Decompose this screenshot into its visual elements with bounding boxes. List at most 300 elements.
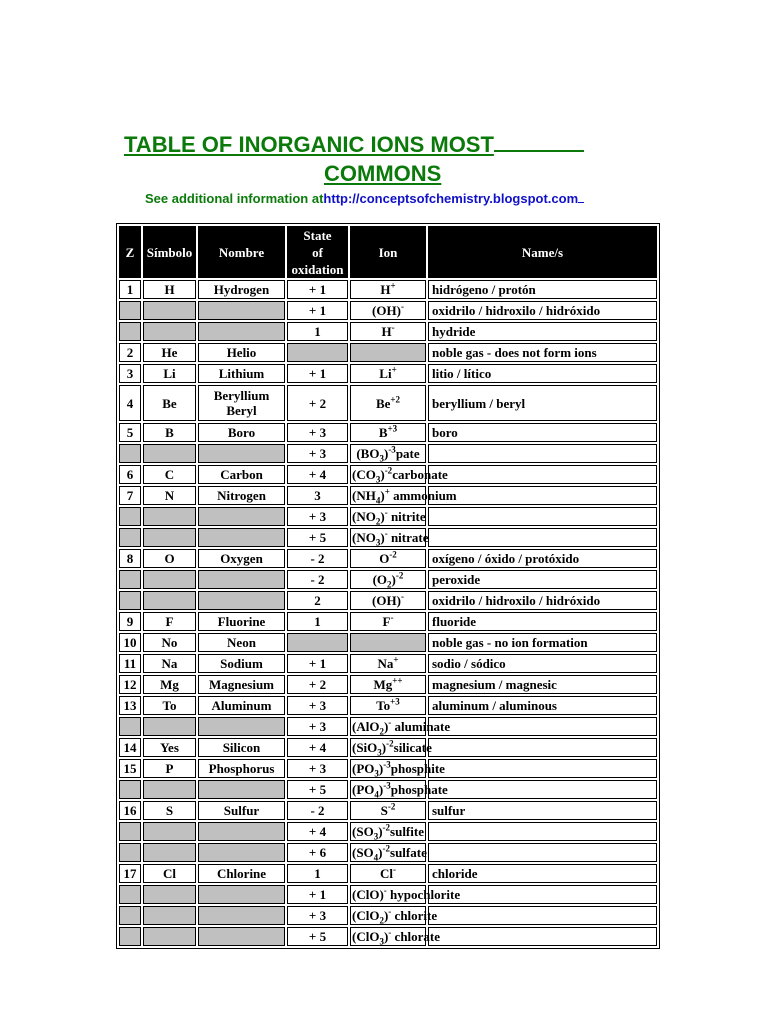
blog-link[interactable]: http://conceptsofchemistry.blogspot.com (323, 191, 579, 206)
cell-name: Fluorine (198, 612, 285, 631)
ion-part: ++ (392, 675, 403, 686)
cell-ion (350, 528, 429, 548)
cell-z: 3 (119, 364, 141, 383)
header-ion: Ion (350, 226, 426, 278)
ion-part: - (384, 507, 388, 518)
cell-oxidation: 3 (287, 486, 348, 505)
table-row (119, 528, 657, 547)
ion-part: (ClO (352, 929, 380, 944)
cell-ion (350, 885, 461, 904)
cell-z (119, 444, 141, 463)
cell-symbol: P (143, 759, 196, 778)
ion-part: (CO (352, 467, 376, 482)
ion-part: phosphite (390, 761, 445, 776)
cell-symbol: F (143, 612, 196, 631)
cell-oxidation: + 3 (287, 717, 348, 736)
cell-symbol (143, 906, 196, 925)
ion-part: (PO (352, 782, 375, 797)
ion-part: ) (391, 572, 396, 587)
table-row (119, 364, 657, 383)
cell-z (119, 591, 141, 610)
ion-part: sulfate (390, 845, 427, 860)
ion-part: (OH) (372, 303, 401, 318)
cell-ion (350, 507, 426, 526)
cell-ion (350, 322, 426, 341)
ion-part: ) (383, 446, 389, 461)
ion-part: (SO (352, 824, 374, 839)
ion-part: - (393, 864, 396, 875)
cell-oxidation: + 2 (287, 385, 348, 421)
cell-names: aluminum / aluminous (428, 696, 657, 715)
cell-ion (350, 364, 426, 383)
ion-part: Cl (380, 866, 393, 881)
cell-oxidation: 1 (287, 322, 348, 341)
cell-symbol: O (143, 549, 196, 568)
cell-symbol: Yes (143, 738, 196, 757)
cell-names (428, 486, 657, 505)
cell-z (119, 843, 141, 862)
title-line-1 (124, 130, 654, 159)
cell-names (428, 843, 657, 862)
ion-part: ) (378, 761, 384, 776)
cell-oxidation: + 3 (287, 444, 348, 463)
ion-part: 3 (375, 537, 381, 548)
ion-part: 4 (374, 789, 379, 800)
ion-part: 4 (375, 495, 381, 506)
ion-part: To (376, 698, 391, 713)
cell-names: oxígeno / óxido / protóxido (428, 549, 657, 568)
cell-symbol (143, 717, 196, 736)
ion-part: (SO (352, 845, 374, 860)
cell-z (119, 322, 141, 341)
table-row (119, 322, 657, 341)
cell-symbol (143, 444, 196, 463)
cell-names: oxidrilo / hidroxilo / hidróxido (428, 591, 657, 610)
cell-name (198, 444, 285, 463)
cell-ion (350, 549, 426, 568)
ion-part: -2 (389, 549, 397, 560)
cell-names: litio / lítico (428, 364, 657, 383)
ion-part: pate (395, 446, 420, 461)
ion-part: -2 (382, 822, 391, 833)
ion-part: Mg (373, 677, 393, 692)
table-row (119, 343, 657, 362)
cell-name (198, 927, 285, 946)
cell-symbol (143, 927, 196, 946)
cell-z: 12 (119, 675, 141, 694)
ion-part: ) (378, 824, 383, 839)
cell-name: Aluminum (198, 696, 285, 715)
cell-ion (350, 612, 426, 631)
ion-part: +3 (390, 696, 400, 707)
cell-oxidation: + 4 (287, 738, 348, 757)
ion-part: - (383, 885, 387, 896)
cell-ion (350, 822, 426, 841)
cell-name: Phosphorus (198, 759, 285, 778)
ion-part: -3 (388, 444, 396, 455)
ion-part: ammonium (389, 488, 457, 503)
ion-part: 3 (374, 768, 379, 779)
cell-names: fluoride (428, 612, 657, 631)
cell-oxidation: + 3 (287, 507, 348, 526)
table-row (119, 612, 657, 631)
cell-z: 11 (119, 654, 141, 673)
header-names: Name/s (428, 226, 657, 278)
ion-part: ) (380, 488, 385, 503)
cell-name (198, 843, 285, 862)
ion-part: - (390, 612, 394, 623)
cell-name (198, 301, 285, 320)
title-underline-fill (494, 130, 584, 152)
ion-part: -2 (382, 843, 391, 854)
header-symbol: Símbolo (143, 226, 196, 278)
cell-z: 7 (119, 486, 141, 505)
header-state (287, 226, 348, 278)
ion-part: + (391, 364, 397, 375)
ion-part: (NH (352, 488, 376, 503)
cell-symbol (143, 570, 196, 589)
table-row (119, 507, 657, 526)
cell-oxidation: + 4 (287, 822, 348, 841)
cell-z (119, 885, 141, 904)
ion-part: nitrite (387, 509, 426, 524)
cell-oxidation: + 1 (287, 885, 348, 904)
table-row (119, 801, 657, 820)
cell-name: Carbon (198, 465, 285, 484)
cell-ion (350, 385, 426, 421)
ion-part: chlorate (391, 929, 441, 944)
table-row (119, 444, 657, 463)
cell-names: peroxide (428, 570, 657, 589)
cell-oxidation: 2 (287, 591, 348, 610)
ion-part: ) (378, 845, 383, 860)
table-row (119, 549, 657, 568)
cell-oxidation: + 1 (287, 280, 348, 299)
cell-names: hydride (428, 322, 657, 341)
cell-name (198, 780, 285, 799)
cell-names: beryllium / beryl (428, 385, 657, 421)
cell-ion (350, 301, 426, 320)
cell-symbol: B (143, 423, 196, 442)
cell-ion (350, 801, 426, 820)
cell-names: magnesium / magnesic (428, 675, 657, 694)
cell-symbol: Be (143, 385, 196, 421)
cell-name: Silicon (198, 738, 285, 757)
cell-symbol: C (143, 465, 196, 484)
cell-ion (350, 423, 426, 442)
ion-part: hypochlorite (386, 887, 461, 902)
cell-names: oxidrilo / hidroxilo / hidróxido (428, 301, 657, 320)
ion-part: Na (377, 656, 394, 671)
cell-z (119, 780, 141, 799)
ion-part: nitrate (387, 530, 429, 545)
cell-oxidation: + 3 (287, 423, 348, 442)
ion-part: 3 (375, 474, 381, 485)
cell-symbol (143, 507, 196, 526)
ion-part: -3 (383, 780, 391, 791)
cell-symbol (143, 822, 196, 841)
cell-z (119, 301, 141, 320)
cell-oxidation (287, 343, 348, 362)
ion-part: 2 (387, 579, 392, 590)
ion-part: 2 (375, 516, 381, 527)
cell-names (428, 885, 657, 904)
cell-oxidation: + 1 (287, 654, 348, 673)
cell-ion (350, 444, 426, 463)
ion-part: +3 (387, 423, 398, 434)
ion-part: silicate (393, 740, 432, 755)
cell-oxidation: 1 (287, 864, 348, 883)
header-state-line-3: oxidation (291, 261, 344, 277)
cell-ion (350, 843, 426, 862)
cell-names: boro (428, 423, 657, 442)
ion-part: - (391, 322, 395, 333)
table-row (119, 906, 657, 925)
ion-part: H (380, 282, 391, 297)
ion-part: (NO (352, 530, 376, 545)
cell-oxidation: - 2 (287, 549, 348, 568)
cell-oxidation: + 3 (287, 906, 348, 925)
ion-part: B (378, 425, 388, 440)
cell-name (198, 822, 285, 841)
ion-part: 2 (379, 915, 384, 926)
ion-part: H (381, 324, 392, 339)
cell-oxidation: + 3 (287, 759, 348, 778)
cell-names: noble gas - does not form ions (428, 343, 657, 362)
cell-names (428, 507, 657, 526)
ion-part: sulfite (390, 824, 424, 839)
ion-part: F (382, 614, 391, 629)
ion-part: 3 (377, 747, 382, 758)
ion-part: +2 (390, 394, 401, 405)
cell-z: 1 (119, 280, 141, 299)
cell-z: 8 (119, 549, 141, 568)
cell-z: 15 (119, 759, 141, 778)
cell-symbol (143, 843, 196, 862)
cell-name (198, 322, 285, 341)
cell-oxidation: - 2 (287, 801, 348, 820)
ion-part: ) (381, 740, 387, 755)
table-row (119, 759, 657, 778)
ion-part: - (388, 927, 392, 938)
table-row (119, 885, 657, 904)
table-row (119, 280, 657, 299)
title-line-2: COMMONS (324, 161, 442, 186)
cell-z (119, 822, 141, 841)
cell-name: Hydrogen (198, 280, 285, 299)
ion-part: (OH) (372, 593, 401, 608)
ion-part: -2 (395, 570, 404, 581)
cell-name: Magnesium (198, 675, 285, 694)
ion-part: - (384, 528, 388, 539)
ion-part: + (393, 654, 399, 665)
ion-part: - (400, 591, 404, 602)
ion-part: -2 (387, 801, 396, 812)
cell-symbol: N (143, 486, 196, 505)
cell-ion (350, 717, 451, 737)
cell-z (119, 927, 141, 946)
cell-symbol: Na (143, 654, 196, 673)
ion-part: - (400, 301, 404, 312)
cell-z: 13 (119, 696, 141, 715)
cell-ion (350, 570, 426, 589)
cell-names (428, 759, 657, 778)
cell-z (119, 906, 141, 925)
table-row (119, 780, 657, 799)
ion-part: + (384, 486, 390, 497)
cell-name (198, 885, 285, 904)
cell-oxidation: + 2 (287, 675, 348, 694)
cell-names: sodio / sódico (428, 654, 657, 673)
cell-ion (350, 696, 426, 715)
cell-symbol: S (143, 801, 196, 820)
table-row (119, 423, 657, 442)
ion-part: Li (379, 366, 392, 381)
header-state-line-1: State (303, 227, 332, 243)
header-name: Nombre (198, 226, 285, 278)
ion-part: - (388, 717, 392, 728)
cell-z: 9 (119, 612, 141, 631)
cell-symbol: No (143, 633, 196, 652)
ion-part: -2 (384, 465, 393, 476)
table-row (119, 301, 657, 320)
table-row (119, 927, 657, 946)
cell-oxidation: + 5 (287, 528, 348, 547)
ion-part: -2 (386, 738, 394, 749)
ion-part: ) (380, 530, 385, 545)
cell-symbol (143, 322, 196, 341)
cell-oxidation (287, 633, 348, 652)
cell-ion (350, 654, 426, 673)
cell-symbol: H (143, 280, 196, 299)
cell-symbol (143, 301, 196, 320)
cell-z (119, 528, 141, 547)
cell-oxidation: + 6 (287, 843, 348, 862)
cell-name: Sulfur (198, 801, 285, 820)
table-row (119, 465, 657, 484)
cell-symbol: Mg (143, 675, 196, 694)
cell-symbol: To (143, 696, 196, 715)
cell-names (428, 822, 657, 841)
ion-part: - (388, 906, 392, 917)
cell-name: Chlorine (198, 864, 285, 883)
cell-name: Nitrogen (198, 486, 285, 505)
table-row (119, 696, 657, 715)
ion-part: (AlO (352, 719, 380, 734)
ion-part: aluminate (391, 719, 451, 734)
cell-name (198, 591, 285, 610)
table-row (119, 738, 657, 757)
cell-ion (350, 864, 426, 883)
cell-ion (350, 906, 438, 926)
ion-part: 2 (379, 726, 384, 737)
ion-part: ) (380, 509, 385, 524)
table-row (119, 591, 657, 610)
table-row (119, 633, 657, 652)
table-row (119, 385, 657, 421)
cell-oxidation: + 5 (287, 927, 348, 946)
cell-symbol: Li (143, 364, 196, 383)
cell-name (198, 570, 285, 589)
ion-part: chlorite (391, 908, 438, 923)
cell-names (428, 780, 657, 799)
ion-part: ) (383, 929, 389, 944)
table-row (119, 822, 657, 841)
table-row (119, 843, 657, 862)
cell-z (119, 717, 141, 736)
table-row (119, 864, 657, 883)
cell-oxidation: 1 (287, 612, 348, 631)
subtitle (145, 190, 584, 207)
cell-names (428, 738, 657, 757)
ion-part: O (379, 551, 390, 566)
cell-z: 6 (119, 465, 141, 484)
cell-oxidation: + 1 (287, 301, 348, 320)
ion-part: (PO (352, 761, 375, 776)
cell-symbol (143, 528, 196, 547)
cell-names (428, 444, 657, 463)
link-underline-tail (578, 190, 584, 203)
cell-ion (350, 780, 448, 800)
cell-oxidation: + 1 (287, 364, 348, 383)
cell-ion (350, 675, 426, 694)
ion-part: (ClO (352, 908, 380, 923)
cell-ion (350, 465, 448, 485)
cell-symbol (143, 885, 196, 904)
cell-ion (350, 927, 441, 947)
cell-name: Neon (198, 633, 285, 652)
cell-name (198, 906, 285, 925)
cell-ion (350, 759, 445, 779)
cell-oxidation: + 3 (287, 696, 348, 715)
cell-names (428, 927, 657, 946)
ion-part: ) (378, 782, 384, 797)
cell-symbol: He (143, 343, 196, 362)
cell-name: Sodium (198, 654, 285, 673)
header-state-line-2: of (312, 244, 323, 260)
ion-part: + (390, 280, 396, 291)
ion-part: (NO (352, 509, 376, 524)
cell-z: 10 (119, 633, 141, 652)
ion-part: ) (383, 719, 389, 734)
ion-part: (BO (356, 446, 380, 461)
ion-part: 3 (373, 831, 379, 842)
cell-ion (350, 738, 432, 758)
cell-oxidation: + 5 (287, 780, 348, 799)
cell-z: 16 (119, 801, 141, 820)
cell-names: noble gas - no ion formation (428, 633, 657, 652)
cell-ion (350, 633, 426, 652)
cell-z: 17 (119, 864, 141, 883)
ion-part: 3 (379, 936, 384, 947)
table-row (119, 654, 657, 673)
cell-z: 5 (119, 423, 141, 442)
ion-part: -3 (383, 759, 391, 770)
subtitle-lead: See additional information at (145, 191, 324, 206)
cell-name (198, 528, 285, 547)
ion-part: ) (383, 908, 389, 923)
cell-name (198, 717, 285, 736)
ions-table-body (119, 280, 657, 946)
ion-part: phosphate (390, 782, 448, 797)
cell-ion (350, 343, 426, 362)
cell-ion (350, 486, 457, 506)
table-row (119, 570, 657, 589)
cell-names (428, 717, 657, 736)
ion-part: 3 (379, 453, 384, 464)
cell-z (119, 507, 141, 526)
header-z: Z (119, 226, 141, 278)
